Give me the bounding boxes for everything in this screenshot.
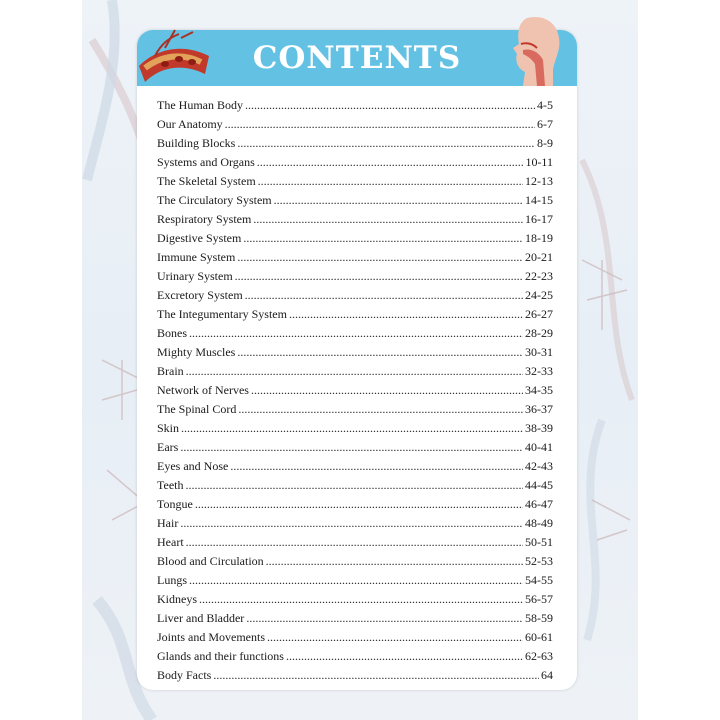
toc-entry-pages: 18-19 [525,231,553,246]
toc-entry-title: Glands and their functions [157,649,284,664]
toc-entry-pages: 22-23 [525,269,553,284]
toc-entry[interactable] [157,668,553,687]
toc-entry[interactable] [157,231,553,250]
dot-leader [258,174,523,189]
head-anatomy-illustration [509,14,569,86]
toc-entry-title: Tongue [157,497,193,512]
toc-entry[interactable] [157,136,553,155]
dot-leader [237,136,535,151]
dot-leader [180,440,523,455]
toc-entry[interactable] [157,535,553,554]
toc-entry-pages: 20-21 [525,250,553,265]
toc-entry-pages: 26-27 [525,307,553,322]
toc-entry-pages: 24-25 [525,288,553,303]
toc-entry[interactable] [157,193,553,212]
toc-entry[interactable] [157,497,553,516]
dot-leader [181,421,523,436]
dot-leader [189,326,523,341]
toc-entry-pages: 12-13 [525,174,553,189]
toc-entry-title: Blood and Circulation [157,554,264,569]
toc-entry-pages: 58-59 [525,611,553,626]
toc-entry-title: Respiratory System [157,212,252,227]
toc-entry-title: Network of Nerves [157,383,249,398]
toc-entry-title: The Spinal Cord [157,402,237,417]
toc-entry-pages: 36-37 [525,402,553,417]
dot-leader [253,212,523,227]
page-title: CONTENTS [252,40,462,76]
toc-entry-title: The Skeletal System [157,174,256,189]
toc-entry-title: The Human Body [157,98,243,112]
dot-leader [186,364,523,379]
toc-entry-title: Brain [157,364,184,379]
toc-entry-title: Systems and Organs [157,155,255,170]
dot-leader [235,269,523,284]
toc-entry-pages: 10-11 [525,155,553,170]
toc-entry-title: Bones [157,326,187,341]
dot-leader [243,231,523,246]
dot-leader [274,193,523,208]
toc-entry-title: Liver and Bladder [157,611,245,626]
toc-entry-pages: 38-39 [525,421,553,436]
toc-entry[interactable] [157,212,553,231]
toc-entry-pages: 52-53 [525,554,553,569]
dot-leader [237,345,523,360]
toc-entry-title: Eyes and Nose [157,459,229,474]
dot-leader [199,592,523,607]
toc-entry[interactable] [157,250,553,269]
toc-entry-title: Hair [157,516,179,531]
toc-entry-pages: 48-49 [525,516,553,531]
toc-entry-title: Our Anatomy [157,117,223,132]
contents-card [137,30,577,690]
toc-entry-pages: 64 [541,668,553,683]
toc-entry-pages: 8-9 [537,136,553,151]
toc-entry-pages: 6-7 [537,117,553,132]
dot-leader [186,535,523,550]
dot-leader [189,573,523,588]
toc-entry[interactable] [157,98,553,117]
toc-entry-pages: 14-15 [525,193,553,208]
dot-leader [230,459,523,474]
toc-entry[interactable] [157,288,553,307]
toc-entry[interactable] [157,573,553,592]
toc-entry[interactable] [157,630,553,649]
dot-leader [246,611,523,626]
dot-leader [245,98,535,113]
toc-entry[interactable] [157,383,553,402]
toc-entry[interactable] [157,269,553,288]
toc-entry-pages: 50-51 [525,535,553,550]
dot-leader [225,117,535,132]
toc-entry-title: Body Facts [157,668,212,683]
dot-leader [245,288,523,303]
toc-entry-pages: 32-33 [525,364,553,379]
toc-entry-title: The Circulatory System [157,193,272,208]
toc-entry[interactable] [157,364,553,383]
toc-entry[interactable] [157,611,553,630]
dot-leader [237,250,523,265]
toc-entry-title: Heart [157,535,184,550]
toc-entry[interactable] [157,516,553,535]
toc-entry-title: Urinary System [157,269,233,284]
toc-entry-title: Excretory System [157,288,243,303]
toc-entry-pages: 56-57 [525,592,553,607]
toc-entry-pages: 54-55 [525,573,553,588]
toc-entry-title: Mighty Muscles [157,345,236,360]
dot-leader [213,668,539,683]
dot-leader [185,478,523,493]
toc-entry-pages: 4-5 [537,98,553,112]
dot-leader [180,516,523,531]
toc-entry-pages: 16-17 [525,212,553,227]
dot-leader [257,155,524,170]
contents-list [157,98,553,687]
dot-leader [251,383,523,398]
toc-entry-title: Teeth [157,478,184,493]
dot-leader [266,554,523,569]
dot-leader [286,649,523,664]
toc-entry-title: Lungs [157,573,187,588]
toc-entry-pages: 62-63 [525,649,553,664]
toc-entry-pages: 28-29 [525,326,553,341]
toc-entry[interactable] [157,345,553,364]
toc-entry-pages: 34-35 [525,383,553,398]
toc-entry[interactable] [157,554,553,573]
toc-entry-title: Kidneys [157,592,197,607]
toc-entry[interactable] [157,649,553,668]
dot-leader [267,630,523,645]
toc-entry-pages: 60-61 [525,630,553,645]
dot-leader [195,497,523,512]
toc-entry[interactable] [157,402,553,421]
toc-entry-title: Skin [157,421,180,436]
toc-entry-title: Building Blocks [157,136,236,151]
toc-entry[interactable] [157,440,553,459]
toc-entry-title: Ears [157,440,179,455]
toc-entry-title: The Integumentary System [157,307,287,322]
toc-entry[interactable] [157,592,553,611]
toc-entry[interactable] [157,421,553,440]
toc-entry[interactable] [157,155,553,174]
dot-leader [238,402,523,417]
toc-entry[interactable] [157,326,553,345]
toc-entry-pages: 42-43 [525,459,553,474]
toc-entry-pages: 46-47 [525,497,553,512]
toc-entry-pages: 30-31 [525,345,553,360]
toc-entry-title: Immune System [157,250,236,265]
toc-entry[interactable] [157,174,553,193]
toc-entry[interactable] [157,478,553,497]
toc-entry-pages: 44-45 [525,478,553,493]
toc-entry-pages: 40-41 [525,440,553,455]
dot-leader [289,307,523,322]
toc-entry-title: Digestive System [157,231,242,246]
toc-entry[interactable] [157,117,553,136]
toc-entry-title: Joints and Movements [157,630,265,645]
toc-entry[interactable] [157,459,553,478]
toc-entry[interactable] [157,307,553,326]
